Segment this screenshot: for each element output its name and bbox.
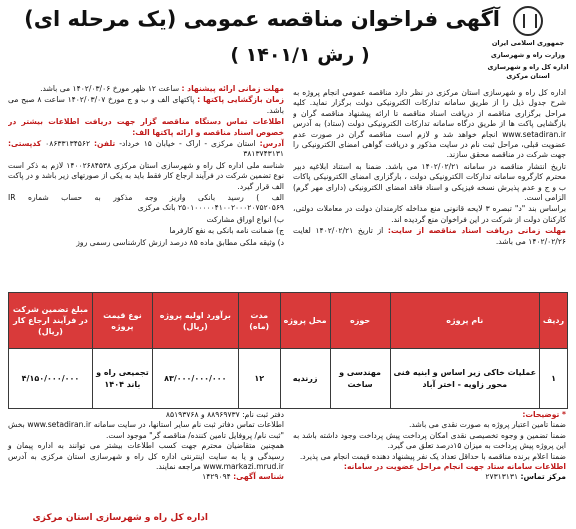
- contact-line-1: دفتر ثبت نام: ۸۸۹۶۹۷۳۷ و ۸۵۱۹۳۷۶۸: [165, 410, 284, 419]
- table-header-row: [9, 293, 568, 349]
- details-column: [8, 84, 284, 296]
- contact-heading: اطلاعات تماس دستگاه مناقصه گزار جهت دریافت اطلاعات بیشتر در خصوص اسناد مناقصه و ارائه پاکتها الف:: [8, 117, 284, 137]
- notes-heading: * توضیحات:: [522, 410, 566, 419]
- submit-deadline-value: ساعت ۱۲ ظهر مورخ ۱۴۰۲/۰۳/۰۶ می باشد.: [40, 84, 180, 93]
- cell-project: عملیات خاکی زیر اساس و ابنیه فنی محور زاویه - اختر آباد: [390, 349, 540, 409]
- cell-location: زرندیه: [280, 349, 330, 409]
- cell-estimate: ۸۳/۰۰۰/۰۰۰/۰۰۰: [152, 349, 238, 409]
- submit-deadline: [8, 84, 284, 94]
- address-value: استان مرکزی - اراک - خیابان ۱۵ خرداد-: [119, 139, 256, 149]
- col-guarantee: مبلغ تضمین شرکت در فرآیند ارجاع کار (ریال): [9, 293, 93, 349]
- notice-id-label: شناسه آگهی:: [233, 472, 284, 482]
- phone-label: تلفن:: [93, 139, 116, 149]
- note-1: ضمنا تامین اعتبار پروژه به صورت نقدی می باشد.: [409, 420, 566, 430]
- system-contact: [293, 472, 566, 482]
- opening-time-label: زمان بازگشایی پاکتها :: [197, 95, 284, 105]
- docs-deadline-label: مهلت زمانی دریافت اسناد مناقصه از سایت:: [387, 226, 566, 236]
- note-2: ضمنا تضمین و وجوه تخصیصی نقدی امکان پرداخت پیش پرداخت وجود داشته باشد به این پروژه پیش پرداخت به میزان ۱۵درصد تعلق می گیرد.: [293, 430, 566, 451]
- opening-time: [8, 95, 284, 116]
- col-field: حوزه: [330, 293, 390, 349]
- notice-id-value: ۱۴۲۹۰۹۴: [202, 472, 231, 482]
- guarantee-option-a: الف ) رسید بانکی واریز وجه مذکور به حساب شماره IR ۲۵۰۱۰۰۰۰۰۴۱۰۰۲۰۰۰۲۰۷۵۲۰۵۶۹ بانک مرکزی: [8, 193, 284, 213]
- cell-guarantee: ۴/۱۵۰/۰۰۰/۰۰۰: [9, 349, 93, 409]
- cell-duration: ۱۲: [238, 349, 280, 409]
- col-estimate: برآورد اولیه پروژه (ریال): [152, 293, 238, 349]
- national-id-note: شناسه ملی اداره کل راه و شهرسازی استان مرکزی ۱۴۰۰۲۶۸۴۵۳۸ لازم به ذکر است نوع تضمین شرکت در فرآیند ارجاع کار فقط باید به یکی از صورتهای زیر باشد و در پاکت الف قرار گیرد.: [8, 160, 284, 191]
- col-location: محل پروژه: [280, 293, 330, 349]
- cell-budget-type: تجمیعی راه و باند ۱۴۰۴: [92, 349, 152, 409]
- system-center-phone: ۲۷۳۱۳۱۳۱: [485, 472, 519, 482]
- footer-organization: اداره کل راه و شهرسازی استان مرکزی: [32, 513, 208, 523]
- intro-paragraph-1: اداره کل راه و شهرسازی استان مرکزی در نظر دارد مناقصه عمومی انجام پروژه به شرح جدول ذیل را از طریق سامانه تدارکات الکترونیکی دولت برگزار نماید. کلیه مراحل برگزاری مناقصه از دریافت اسناد مناقصه تا ارائه پیشنهاد مناقصه گران و بازگشایی پاکت ها از طریق درگاه سامانه تدارکات الکترونیکی دولت (ستاد) به آدرس www.setadiran.ir انجام خواهد شد و لازم است مناقصه گران در صورت عدم عضویت قبلی، مراحل ثبت نام در سایت مذکور و دریافت گواهی امضای الکترونیکی را جهت شرکت در مناقصه محقق سازند.: [293, 88, 566, 160]
- guarantee-option-c: ج) ضمانت نامه بانکی به نفع کارفرما: [169, 226, 284, 236]
- cell-field: مهندسی و ساخت: [330, 349, 390, 409]
- notice-title: آگهی فراخوان مناقصه عمومی (یک مرحله ای): [24, 7, 500, 31]
- col-budget-type: نوع قیمت پروژه: [92, 293, 152, 349]
- notice-header: [24, 4, 500, 82]
- postal-value: ۳۸۱۳۷۴۳۱۳۱: [243, 149, 284, 159]
- note-3: ضمنا اعلام برنده مناقصه با حداقل تعداد یک نفر پیشنهاد دهنده قیمت انجام می پذیرد.: [299, 451, 566, 461]
- logo-line1: جمهوری اسلامی ایران: [491, 39, 565, 47]
- docs-deadline: [293, 226, 566, 247]
- contact-line-3: همچنین متقاضیان محترم جهت کسب اطلاعات بیشتر می توانند به اداره پیمان و رسیدگی و یا به سایت اینترنتی اداره کل راه و شهرسازی استان مرکزی به آدرس www.markazi.mrud.ir مراجعه نمایند.: [8, 441, 284, 472]
- opening-time-value: پاکتهای الف و ب و ج مورخ ۱۴۰۲/۰۳/۰۷ ساعت ۸ صبح می باشد.: [8, 95, 284, 115]
- docs-deadline-value: از تاریخ ۱۴۰۲/۰۲/۲۱ لغایت ۱۴۰۲/۰۲/۲۶ می باشد.: [293, 226, 566, 246]
- col-duration: مدت (ماه): [238, 293, 280, 349]
- notice-id: [8, 472, 284, 482]
- col-row: ردیف: [540, 293, 568, 349]
- notice-subtitle: ( رش ۱۴۰۱/۱ ): [230, 44, 370, 66]
- postal-label: کدپستی:: [8, 139, 42, 149]
- submit-deadline-label: مهلت زمانی ارائه پیشنهاد :: [181, 84, 284, 93]
- projects-table: [8, 292, 568, 409]
- guarantee-option-b: ب) انواع اوراق مشارکت: [206, 214, 284, 224]
- address-line: [8, 139, 284, 160]
- logo-line3: اداره کل راه و شهرسازی استان مرکزی: [487, 63, 569, 80]
- contact-section: [8, 410, 284, 483]
- system-heading: اطلاعات سامانه ستاد جهت انجام مراحل عضویت در سامانه:: [343, 462, 566, 472]
- notes-section: [293, 410, 566, 483]
- phone-value: ۰۸۶۳۳۱۳۴۵۶۲: [45, 139, 91, 149]
- col-project: نام پروژه: [390, 293, 540, 349]
- intro-column: [293, 88, 566, 288]
- guarantee-option-d: د) وثیقه ملکی مطابق ماده ۸۵ درصد ارزش کارشناسی رسمی روز: [76, 237, 284, 247]
- system-center-label: مرکز تماس:: [520, 472, 566, 482]
- intro-paragraph-3: براساس بند "د" تبصره ۳ لایحه قانونی منع مداخله کارمندان دولت در معاملات دولتی، کارکنان دولت از شرکت در این فراخوان منع گردیده اند.: [293, 204, 566, 224]
- address-label: آدرس:: [259, 139, 284, 149]
- intro-paragraph-2: تاریخ انتشار مناقصه در سامانه ۱۴۰۲/۰۲/۲۱ می باشد. ضمنا به استناد ابلاغیه دبیر محترم کارگروه سامانه تدارکات الکترونیکی دولت ، بارگزاری امضای الکترونیکی پاکات ب و ج و عدم پذیرش نسخه فیزیکی و اسناد فاقد امضای الکترونیکی (دارای مهر گرم) الزامی است.: [293, 161, 566, 203]
- table-row: [9, 349, 568, 409]
- contact-line-2: اطلاعات تماس دفاتر ثبت نام سایر استانها، در سایت سامانه www.setadiran.ir بخش "ثبت نام/ پروفایل تامین کننده/ مناقصه گر" موجود است.: [8, 420, 284, 440]
- cell-row: ۱: [540, 349, 568, 409]
- emblem-icon: [513, 6, 543, 36]
- logo-line2: وزارت راه و شهرسازی: [490, 51, 566, 59]
